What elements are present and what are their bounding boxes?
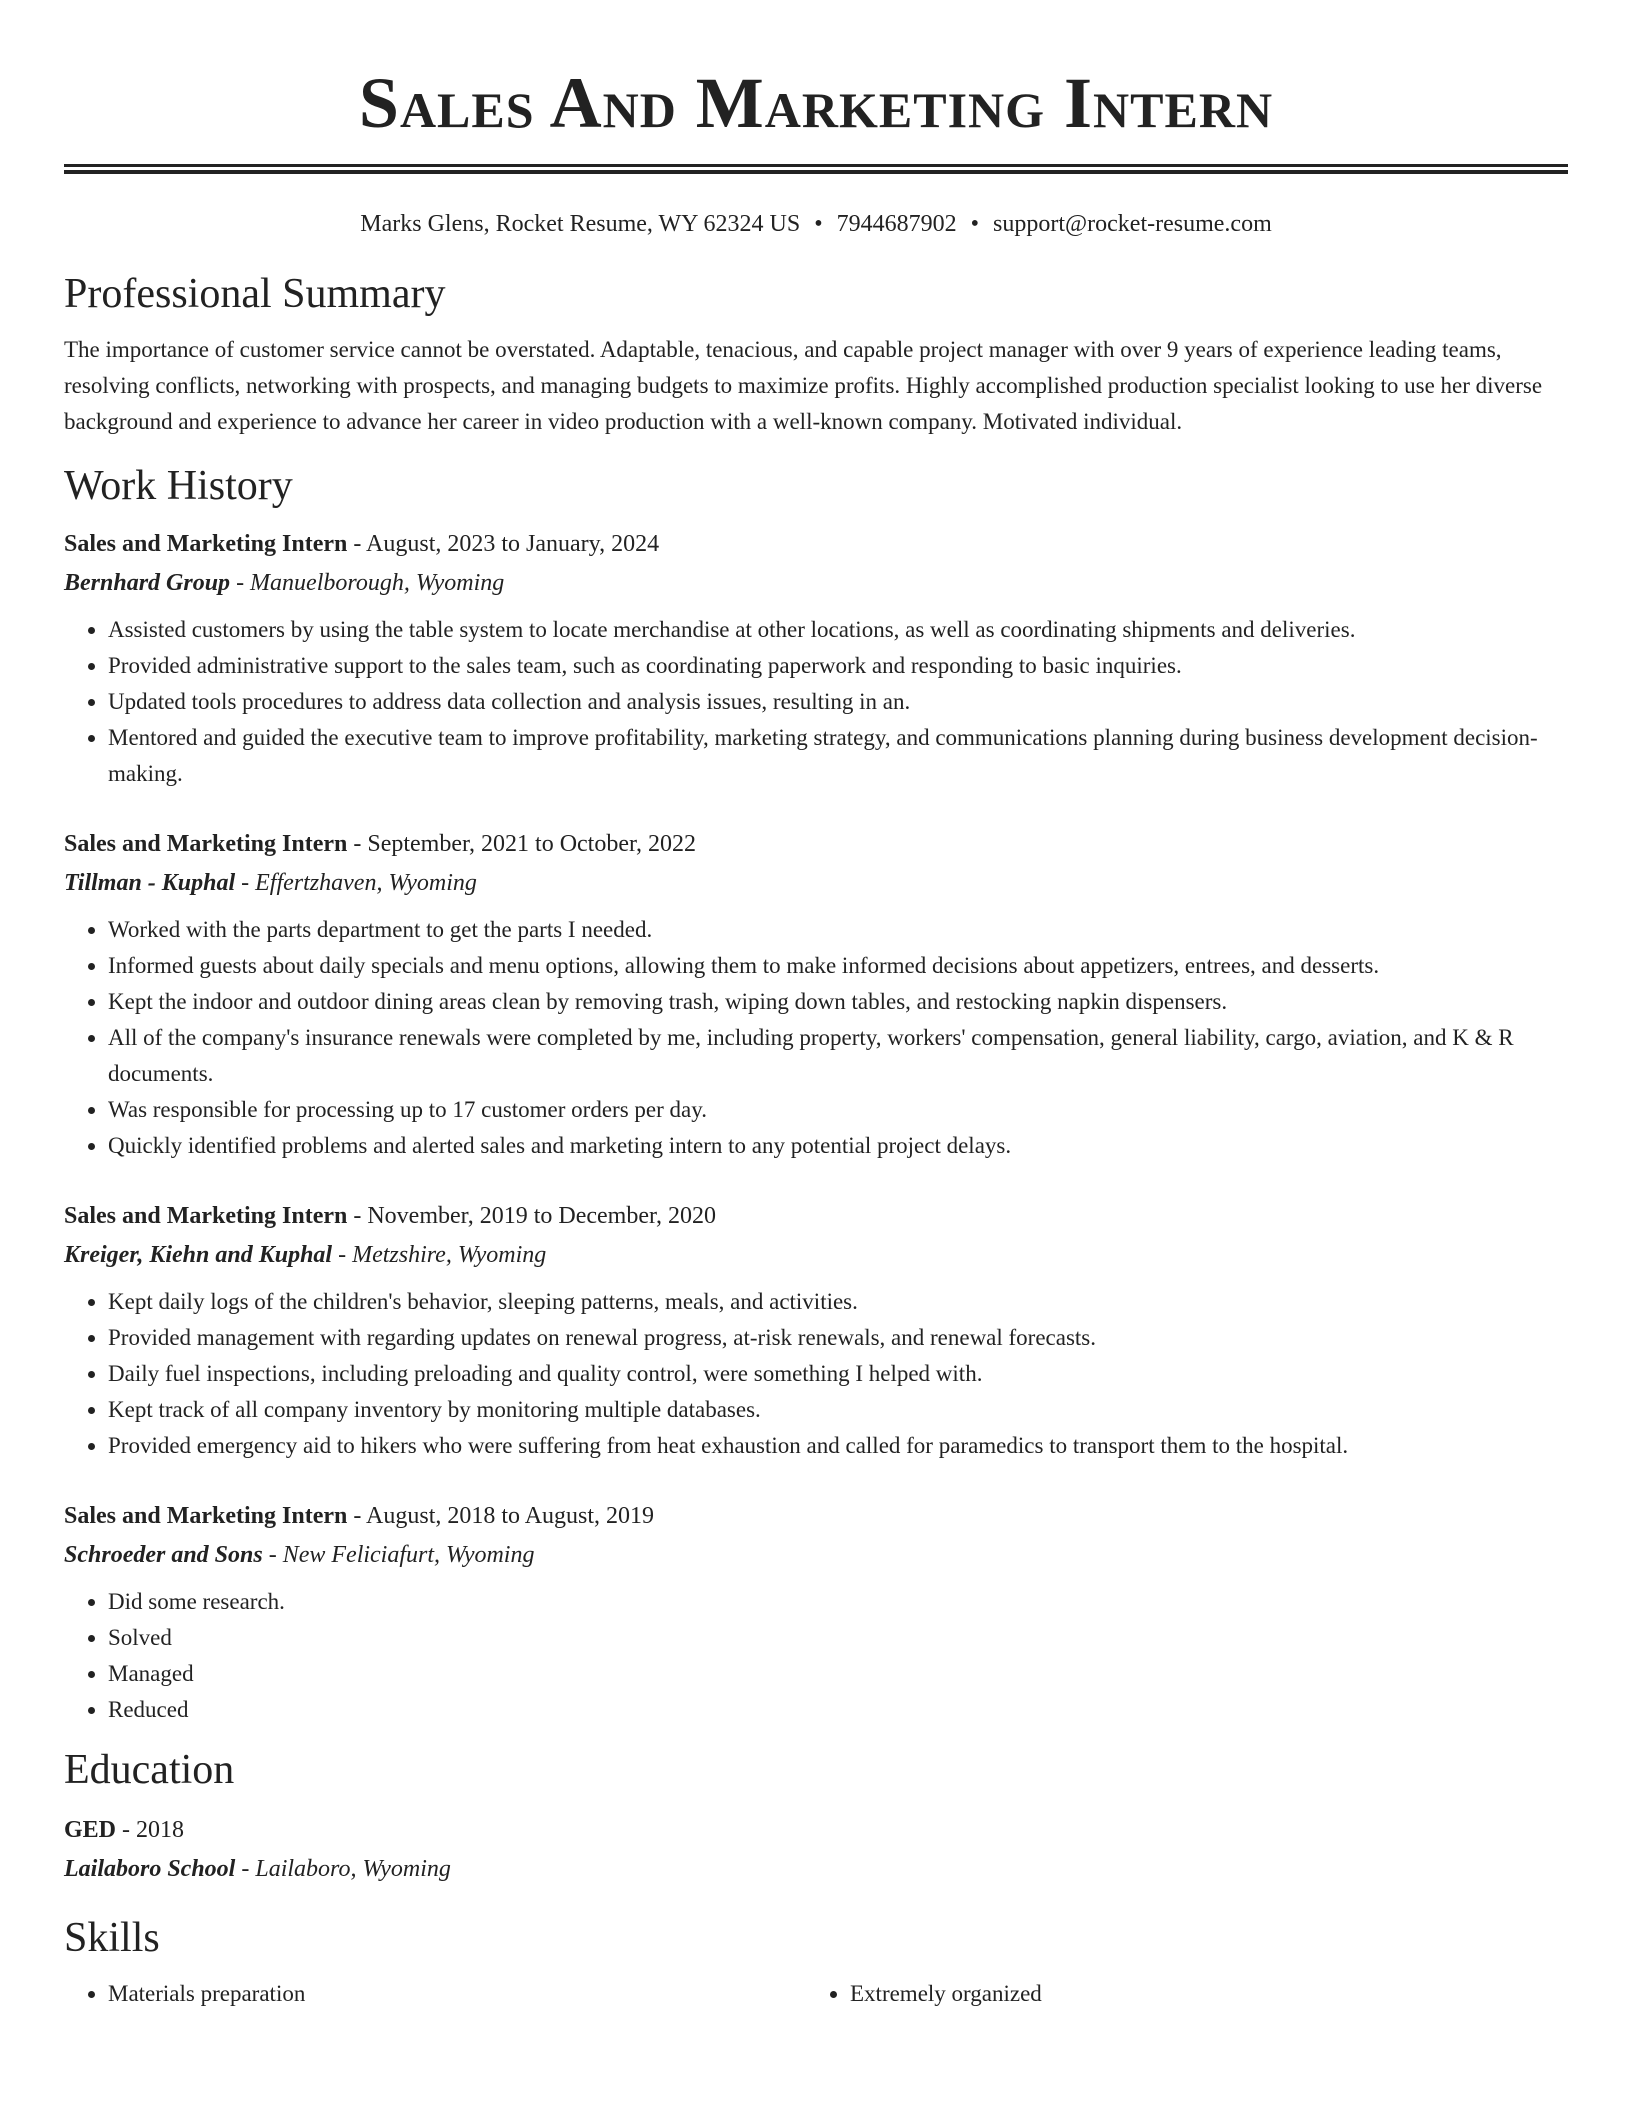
- job-bullet: • Reduced: [108, 1692, 1568, 1728]
- job-title-line: [64, 524, 1568, 564]
- company-location: - New Feliciafurt, Wyoming: [262, 1542, 535, 1568]
- job-title: Sales and Marketing Intern: [64, 831, 348, 857]
- company-name: Schroeder and Sons: [64, 1542, 263, 1568]
- contact-separator: •: [970, 211, 980, 237]
- company-line: [64, 564, 1568, 602]
- job-bullet: • Was responsible for processing up to 17 customer orders per day.: [108, 1092, 1568, 1128]
- contact-phone: 7944687902: [836, 211, 957, 237]
- title-divider: [64, 164, 1568, 174]
- education-entry: [64, 1810, 1568, 1888]
- company-name: Bernhard Group: [64, 570, 231, 596]
- job-title: Sales and Marketing Intern: [64, 531, 348, 557]
- resume-title: Sales And Marketing Intern: [358, 63, 1274, 143]
- job-dates: - August, 2023 to January, 2024: [347, 531, 660, 557]
- job-bullet: • Did some research.: [108, 1584, 1568, 1620]
- job-bullets: [64, 912, 1568, 1164]
- job-bullet: • Provided emergency aid to hikers who were suffering from heat exhaustion and called for paramedics to transport them to the hospital.: [108, 1428, 1568, 1464]
- job-bullet: • Provided management with regarding updates on renewal progress, at-risk renewals, and renewal forecasts.: [108, 1320, 1568, 1356]
- skill-item: • Materials preparation: [108, 1976, 806, 2012]
- job-bullets: [64, 1584, 1568, 1728]
- job-title-line: [64, 1496, 1568, 1536]
- job-title-line: [64, 1196, 1568, 1236]
- job-bullet: • Mentored and guided the executive team to improve profitability, marketing strategy, and communications planning during business development decision-making.: [108, 720, 1568, 792]
- skills-heading: Skills: [64, 1915, 160, 1961]
- job-bullet: • Managed: [108, 1656, 1568, 1692]
- company-location: - Effertzhaven, Wyoming: [235, 870, 477, 896]
- job-bullets: [64, 1284, 1568, 1464]
- job-bullet: • Worked with the parts department to get the parts I needed.: [108, 912, 1568, 948]
- degree-line: [64, 1810, 1568, 1850]
- job-entry: [64, 1196, 1568, 1464]
- summary-text: The importance of customer service cannot be overstated. Adaptable, tenacious, and capable project manager with over 9 years of experience leading teams, resolving conflicts, networking with prospects, and managing budgets to maximize profits. Highly accomplished production specialist looking to use her diverse background and experience to advance her career in video production with a well-known company. Motivated individual.: [64, 337, 1543, 434]
- job-title: Sales and Marketing Intern: [64, 1203, 348, 1229]
- job-title-line: [64, 824, 1568, 864]
- contact-email[interactable]: support@rocket-resume.com: [993, 211, 1272, 237]
- school-name: Lailaboro School: [64, 1856, 236, 1882]
- company-name: Tillman - Kuphal: [64, 870, 236, 896]
- company-line: [64, 1236, 1568, 1274]
- education-heading: Education: [64, 1747, 235, 1793]
- job-entry: [64, 524, 1568, 792]
- work-history-heading: Work History: [64, 463, 293, 509]
- company-location: - Metzshire, Wyoming: [332, 1242, 547, 1268]
- job-bullet: • Kept daily logs of the children's behavior, sleeping patterns, meals, and activities.: [108, 1284, 1568, 1320]
- job-dates: - August, 2018 to August, 2019: [347, 1503, 655, 1529]
- summary-heading: Professional Summary: [64, 271, 446, 317]
- job-bullets: [64, 612, 1568, 792]
- job-entry: [64, 1496, 1568, 1728]
- skills-column-right: [806, 1976, 1548, 2012]
- job-bullet: • Daily fuel inspections, including preloading and quality control, were something I helped with.: [108, 1356, 1568, 1392]
- job-bullet: • Informed guests about daily specials and menu options, allowing them to make informed decisions about appetizers, entrees, and desserts.: [108, 948, 1568, 984]
- job-dates: - September, 2021 to October, 2022: [347, 831, 697, 857]
- job-entry: [64, 824, 1568, 1164]
- job-dates: - November, 2019 to December, 2020: [347, 1203, 716, 1229]
- job-bullet: • Updated tools procedures to address data collection and analysis issues, resulting in an.: [108, 684, 1568, 720]
- job-bullet: • Kept track of all company inventory by monitoring multiple databases.: [108, 1392, 1568, 1428]
- job-title: Sales and Marketing Intern: [64, 1503, 348, 1529]
- company-location: - Manuelborough, Wyoming: [230, 570, 505, 596]
- company-line: [64, 864, 1568, 902]
- job-bullet: • Kept the indoor and outdoor dining areas clean by removing trash, wiping down tables, and restocking napkin dispensers.: [108, 984, 1568, 1020]
- skills-list: [64, 1976, 1568, 2012]
- company-line: [64, 1536, 1568, 1574]
- job-bullet: • All of the company's insurance renewals were completed by me, including property, workers' compensation, general liability, cargo, aviation, and K & R documents.: [108, 1020, 1568, 1092]
- skill-item: • Extremely organized: [850, 1976, 1548, 2012]
- school-location: - Lailaboro, Wyoming: [235, 1856, 451, 1882]
- company-name: Kreiger, Kiehn and Kuphal: [64, 1242, 333, 1268]
- degree-name: GED: [64, 1817, 117, 1843]
- job-bullet: • Solved: [108, 1620, 1568, 1656]
- job-bullet: • Assisted customers by using the table system to locate merchandise at other locations, as well as coordinating shipments and deliveries.: [108, 612, 1568, 648]
- contact-line: [64, 208, 1568, 240]
- contact-address: Marks Glens, Rocket Resume, WY 62324 US: [360, 211, 801, 237]
- contact-separator: •: [814, 211, 823, 237]
- skills-column-left: [64, 1976, 806, 2012]
- degree-year: - 2018: [116, 1817, 185, 1843]
- job-bullet: • Quickly identified problems and alerted sales and marketing intern to any potential project delays.: [108, 1128, 1568, 1164]
- job-bullet: • Provided administrative support to the sales team, such as coordinating paperwork and responding to basic inquiries.: [108, 648, 1568, 684]
- school-line: [64, 1850, 1568, 1888]
